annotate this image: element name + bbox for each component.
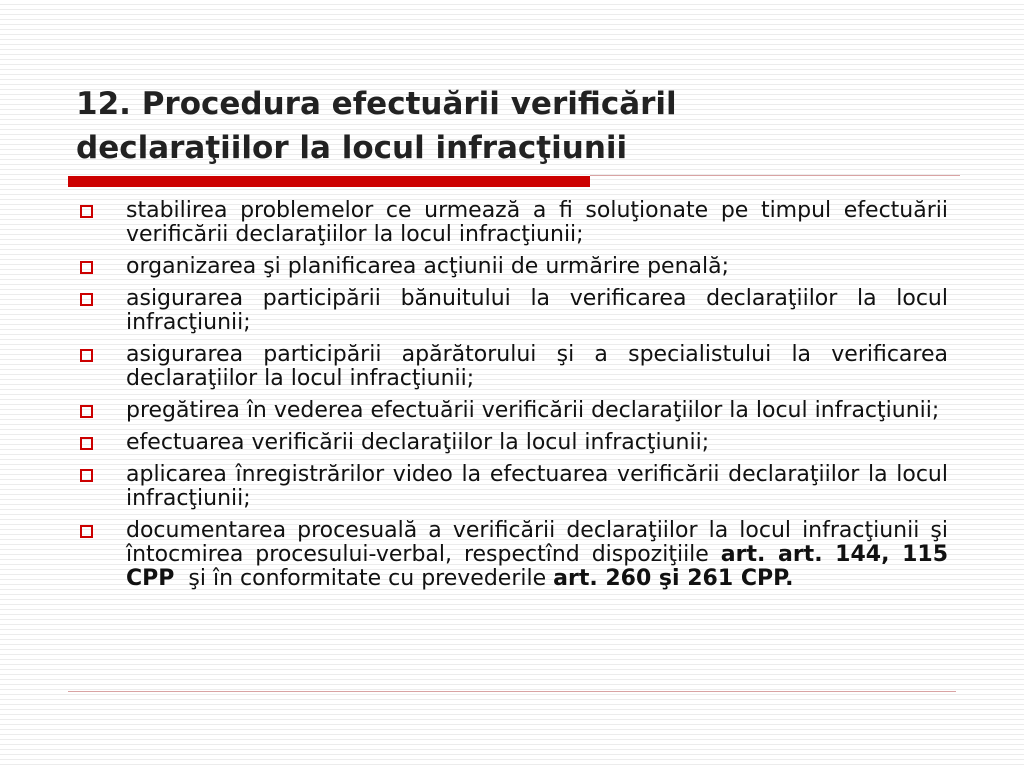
legal-reference-bold: art. 260 şi 261 CPP.	[553, 566, 794, 591]
bullet-text: organizarea şi planificarea acţiunii de urmărire penală;	[126, 254, 730, 279]
slide-title	[76, 82, 956, 170]
bullet-text: asigurarea participării bănuitului la verificarea declaraţiilor la locul infracţiunii;	[126, 286, 948, 335]
hollow-square-bullet-icon	[80, 437, 93, 450]
hollow-square-bullet-icon	[80, 205, 93, 218]
bullet-text: aplicarea înregistrărilor video la efectuarea verificării declaraţiilor la locul infracţiunii;	[126, 462, 948, 511]
bullet-item	[76, 463, 948, 511]
bullet-item	[76, 199, 948, 247]
bullet-text-intro: documentarea procesuală a verificării declaraţiilor la locul infracţiunii şi întocmirea procesului-verbal, respectînd dispoziţiile	[126, 518, 948, 567]
bullet-text: stabilirea problemelor ce urmează a fi soluţionate pe timpul efectuării verificării declaraţiilor la locul infracţiunii;	[126, 198, 948, 247]
title-underline-red-bar	[68, 176, 590, 187]
bullet-text: asigurarea participării apărătorului şi a specialistului la verificarea declaraţiilor la locul infracţiunii;	[126, 342, 948, 391]
bullet-item	[76, 399, 948, 423]
hollow-square-bullet-icon	[80, 261, 93, 274]
bullet-item	[76, 519, 948, 591]
bullet-item	[76, 287, 948, 335]
bullet-item	[76, 431, 948, 455]
footer-divider-line	[68, 691, 956, 692]
bullet-list	[76, 199, 948, 599]
bullet-item	[76, 343, 948, 391]
bullet-text-middle: şi în conformitate cu prevederile	[174, 566, 554, 591]
bullet-text: pregătirea în vederea efectuării verificării declaraţiilor la locul infracţiunii;	[126, 398, 940, 423]
bullet-text: efectuarea verificării declaraţiilor la locul infracţiunii;	[126, 430, 710, 455]
hollow-square-bullet-icon	[80, 405, 93, 418]
hollow-square-bullet-icon	[80, 525, 93, 538]
hollow-square-bullet-icon	[80, 469, 93, 482]
slide-title-line-1: 12. Procedura efectuării verificăril	[76, 86, 677, 122]
hollow-square-bullet-icon	[80, 293, 93, 306]
slide-title-line-2: declaraţiilor la locul infracţiunii	[76, 130, 628, 166]
hollow-square-bullet-icon	[80, 349, 93, 362]
bullet-item	[76, 255, 948, 279]
title-underline-thin-line	[590, 175, 960, 176]
legal-reference-bold: art. art. 144, 115 CPP	[126, 542, 948, 591]
